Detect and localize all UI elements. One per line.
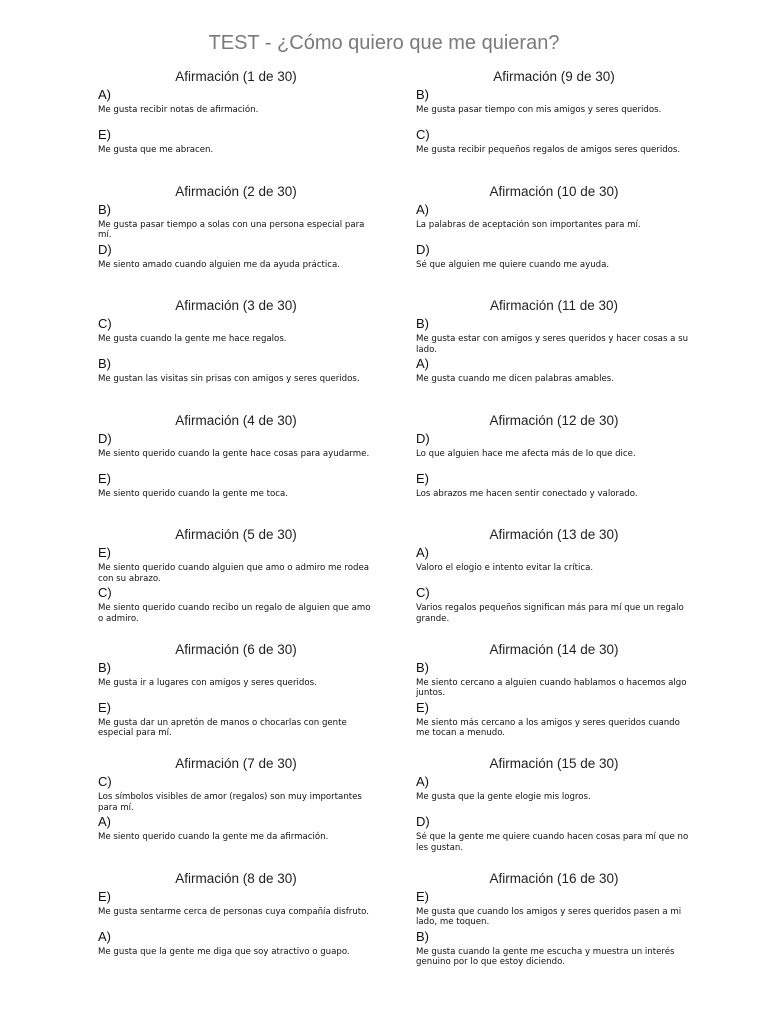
statement-heading: Afirmación (16 de 30) [489,870,619,886]
statement-item [416,183,690,298]
statement-heading: Afirmación (15 de 30) [489,756,619,771]
statement-option[interactable] [416,201,690,241]
statement-heading: Afirmación (13 de 30) [489,527,619,542]
option-letter: B) [98,659,111,675]
option-letter: E) [98,470,111,486]
option-text: Me siento amado cuando alguien me da ayuda práctica. [98,259,341,270]
statement-option[interactable] [98,699,372,739]
statement-option[interactable] [416,928,690,968]
option-text: Me siento querido cuando recibo un regalo de alguien que amo o admiro. [98,603,371,624]
option-text: Me siento querido cuando la gente me da afirmación. [98,832,329,842]
option-letter: A) [416,774,429,789]
option-text: Me gusta pasar tiempo a solas con una persona especial para mí. [98,219,365,240]
option-text: Me gusta sentarme cerca de personas cuya compañía disfruto. [98,906,369,917]
statement-option[interactable] [416,699,690,739]
option-text: Me gusta recibir notas de afirmación. [98,105,259,115]
option-text: Me gusta cuando la gente me hace regalos. [98,334,287,344]
statement-heading: Afirmación (2 de 30) [175,183,297,199]
statement-heading: Afirmación (4 de 30) [175,412,297,428]
option-letter: E) [98,127,111,142]
option-text: Los símbolos visibles de amor (regalos) son muy importantes para mí. [98,792,362,813]
option-letter: C) [98,585,112,600]
right-column [416,68,690,984]
option-letter: D) [98,241,112,257]
statement-option[interactable] [416,813,690,853]
statement-heading: Afirmación (8 de 30) [175,870,297,886]
option-text: Me siento querido cuando la gente hace cosas para ayudarme. [98,448,370,459]
option-text: Me gusta que me abracen. [98,145,214,155]
option-text: Me siento más cercano a los amigos y seres queridos cuando me tocan a menudo. [416,717,680,738]
option-letter: E) [98,545,111,560]
statement-option[interactable] [98,659,372,699]
statement-item [98,297,372,412]
statement-option[interactable] [416,888,690,928]
statement-option[interactable] [98,315,372,355]
statement-option[interactable] [416,241,690,281]
statement-heading: Afirmación (6 de 30) [175,641,297,657]
option-letter: A) [98,814,111,829]
statement-option[interactable] [98,126,372,166]
option-letter: B) [98,201,111,217]
statement-option[interactable] [416,773,690,813]
option-letter: E) [98,699,111,715]
option-text: Lo que alguien hace me afecta más de lo que dice. [416,448,636,459]
option-text: Me siento cercano a alguien cuando hablamos o hacemos algo juntos. [416,677,687,698]
statement-option[interactable] [98,470,372,510]
option-text: Me siento querido cuando la gente me toca. [98,488,288,499]
statement-option[interactable] [98,355,372,395]
option-letter: C) [416,585,430,600]
statement-heading: Afirmación (10 de 30) [489,183,619,199]
statement-option[interactable] [98,928,372,968]
option-letter: C) [98,316,112,331]
statement-option[interactable] [416,86,690,126]
option-text: Me gusta recibir pequeños regalos de amigos seres queridos. [416,145,681,155]
statement-item [98,526,372,641]
statement-option[interactable] [98,773,372,813]
option-letter: A) [416,201,429,217]
option-letter: C) [98,774,112,789]
statement-option[interactable] [98,241,372,281]
statement-item [416,412,690,527]
option-letter: A) [416,545,429,560]
statement-heading: Afirmación (5 de 30) [175,527,297,542]
statement-option[interactable] [416,355,690,395]
option-text: La palabras de aceptación son importantes para mí. [416,219,641,230]
statement-option[interactable] [416,544,690,584]
option-letter: E) [416,699,429,715]
statement-item [98,641,372,756]
statement-item [98,183,372,298]
option-letter: D) [98,430,112,446]
option-letter: D) [416,814,430,829]
statement-item [416,526,690,641]
option-text: Me gusta cuando la gente me escucha y muestra un interés genuino por lo que estoy diciendo. [416,946,675,967]
option-letter: B) [416,928,429,944]
statement-option[interactable] [416,430,690,470]
option-text: Me gusta ir a lugares con amigos y seres queridos. [98,677,317,688]
statement-option[interactable] [98,86,372,126]
statement-heading: Afirmación (14 de 30) [489,641,619,657]
option-text: Sé que la gente me quiere cuando hacen cosas para mí que no les gustan. [416,832,689,853]
left-column [98,68,372,984]
option-letter: A) [98,928,111,944]
option-letter: B) [416,316,429,331]
statement-item [98,870,372,985]
option-letter: D) [416,430,430,446]
page-title: TEST - ¿Cómo quiero que me quieran? [208,32,560,54]
statement-option[interactable] [98,813,372,853]
option-text: Me gusta que la gente me diga que soy atractivo o guapo. [98,946,350,957]
option-letter: D) [416,241,430,257]
option-letter: C) [416,127,430,142]
statement-item [416,755,690,870]
statement-option[interactable] [98,430,372,470]
statement-item [416,870,690,985]
statement-option[interactable] [416,126,690,166]
statement-heading: Afirmación (1 de 30) [175,69,297,84]
option-text: Me gusta que cuando los amigos y seres queridos pasen a mi lado, me toquen. [416,906,682,927]
statement-option[interactable] [98,888,372,928]
statement-heading: Afirmación (12 de 30) [489,412,619,428]
statement-option[interactable] [416,315,690,355]
option-text: Me siento querido cuando alguien que amo o admiro me rodea con su abrazo. [98,563,370,584]
option-text: Me gusta que la gente elogie mis logros. [416,792,591,802]
option-letter: B) [98,356,111,371]
option-text: Me gusta dar un apretón de manos o chocarlas con gente especial para mí. [98,717,347,738]
option-text: Sé que alguien me quiere cuando me ayuda. [416,259,610,270]
statement-item [98,68,372,183]
option-letter: E) [416,888,429,904]
statement-item [416,641,690,756]
statement-heading: Afirmación (11 de 30) [489,298,619,313]
option-letter: A) [416,356,429,371]
option-text: Me gustan las visitas sin prisas con amigos y seres queridos. [98,374,360,384]
option-text: Me gusta cuando me dicen palabras amables. [416,374,615,384]
option-text: Valoro el elogio e intento evitar la crítica. [416,563,594,573]
option-text: Me gusta estar con amigos y seres queridos y hacer cosas a su lado. [416,334,689,355]
option-letter: A) [98,87,111,102]
statement-option[interactable] [416,584,690,624]
option-letter: E) [416,470,429,486]
option-text: Los abrazos me hacen sentir conectado y valorado. [416,488,638,499]
statement-item [98,412,372,527]
statement-option[interactable] [416,470,690,510]
option-letter: B) [416,87,429,102]
option-text: Varios regalos pequeños significan más para mí que un regalo grande. [416,603,684,624]
statement-item [98,755,372,870]
option-text: Me gusta pasar tiempo con mis amigos y seres queridos. [416,105,662,115]
statement-item [416,297,690,412]
statement-heading: Afirmación (3 de 30) [175,298,297,313]
statement-heading: Afirmación (7 de 30) [175,756,297,771]
statement-option[interactable] [98,584,372,624]
option-letter: B) [416,659,429,675]
statement-option[interactable] [98,201,372,241]
option-letter: E) [98,888,111,904]
statement-heading: Afirmación (9 de 30) [493,69,615,84]
statement-option[interactable] [98,544,372,584]
statement-option[interactable] [416,659,690,699]
statement-item [416,68,690,183]
